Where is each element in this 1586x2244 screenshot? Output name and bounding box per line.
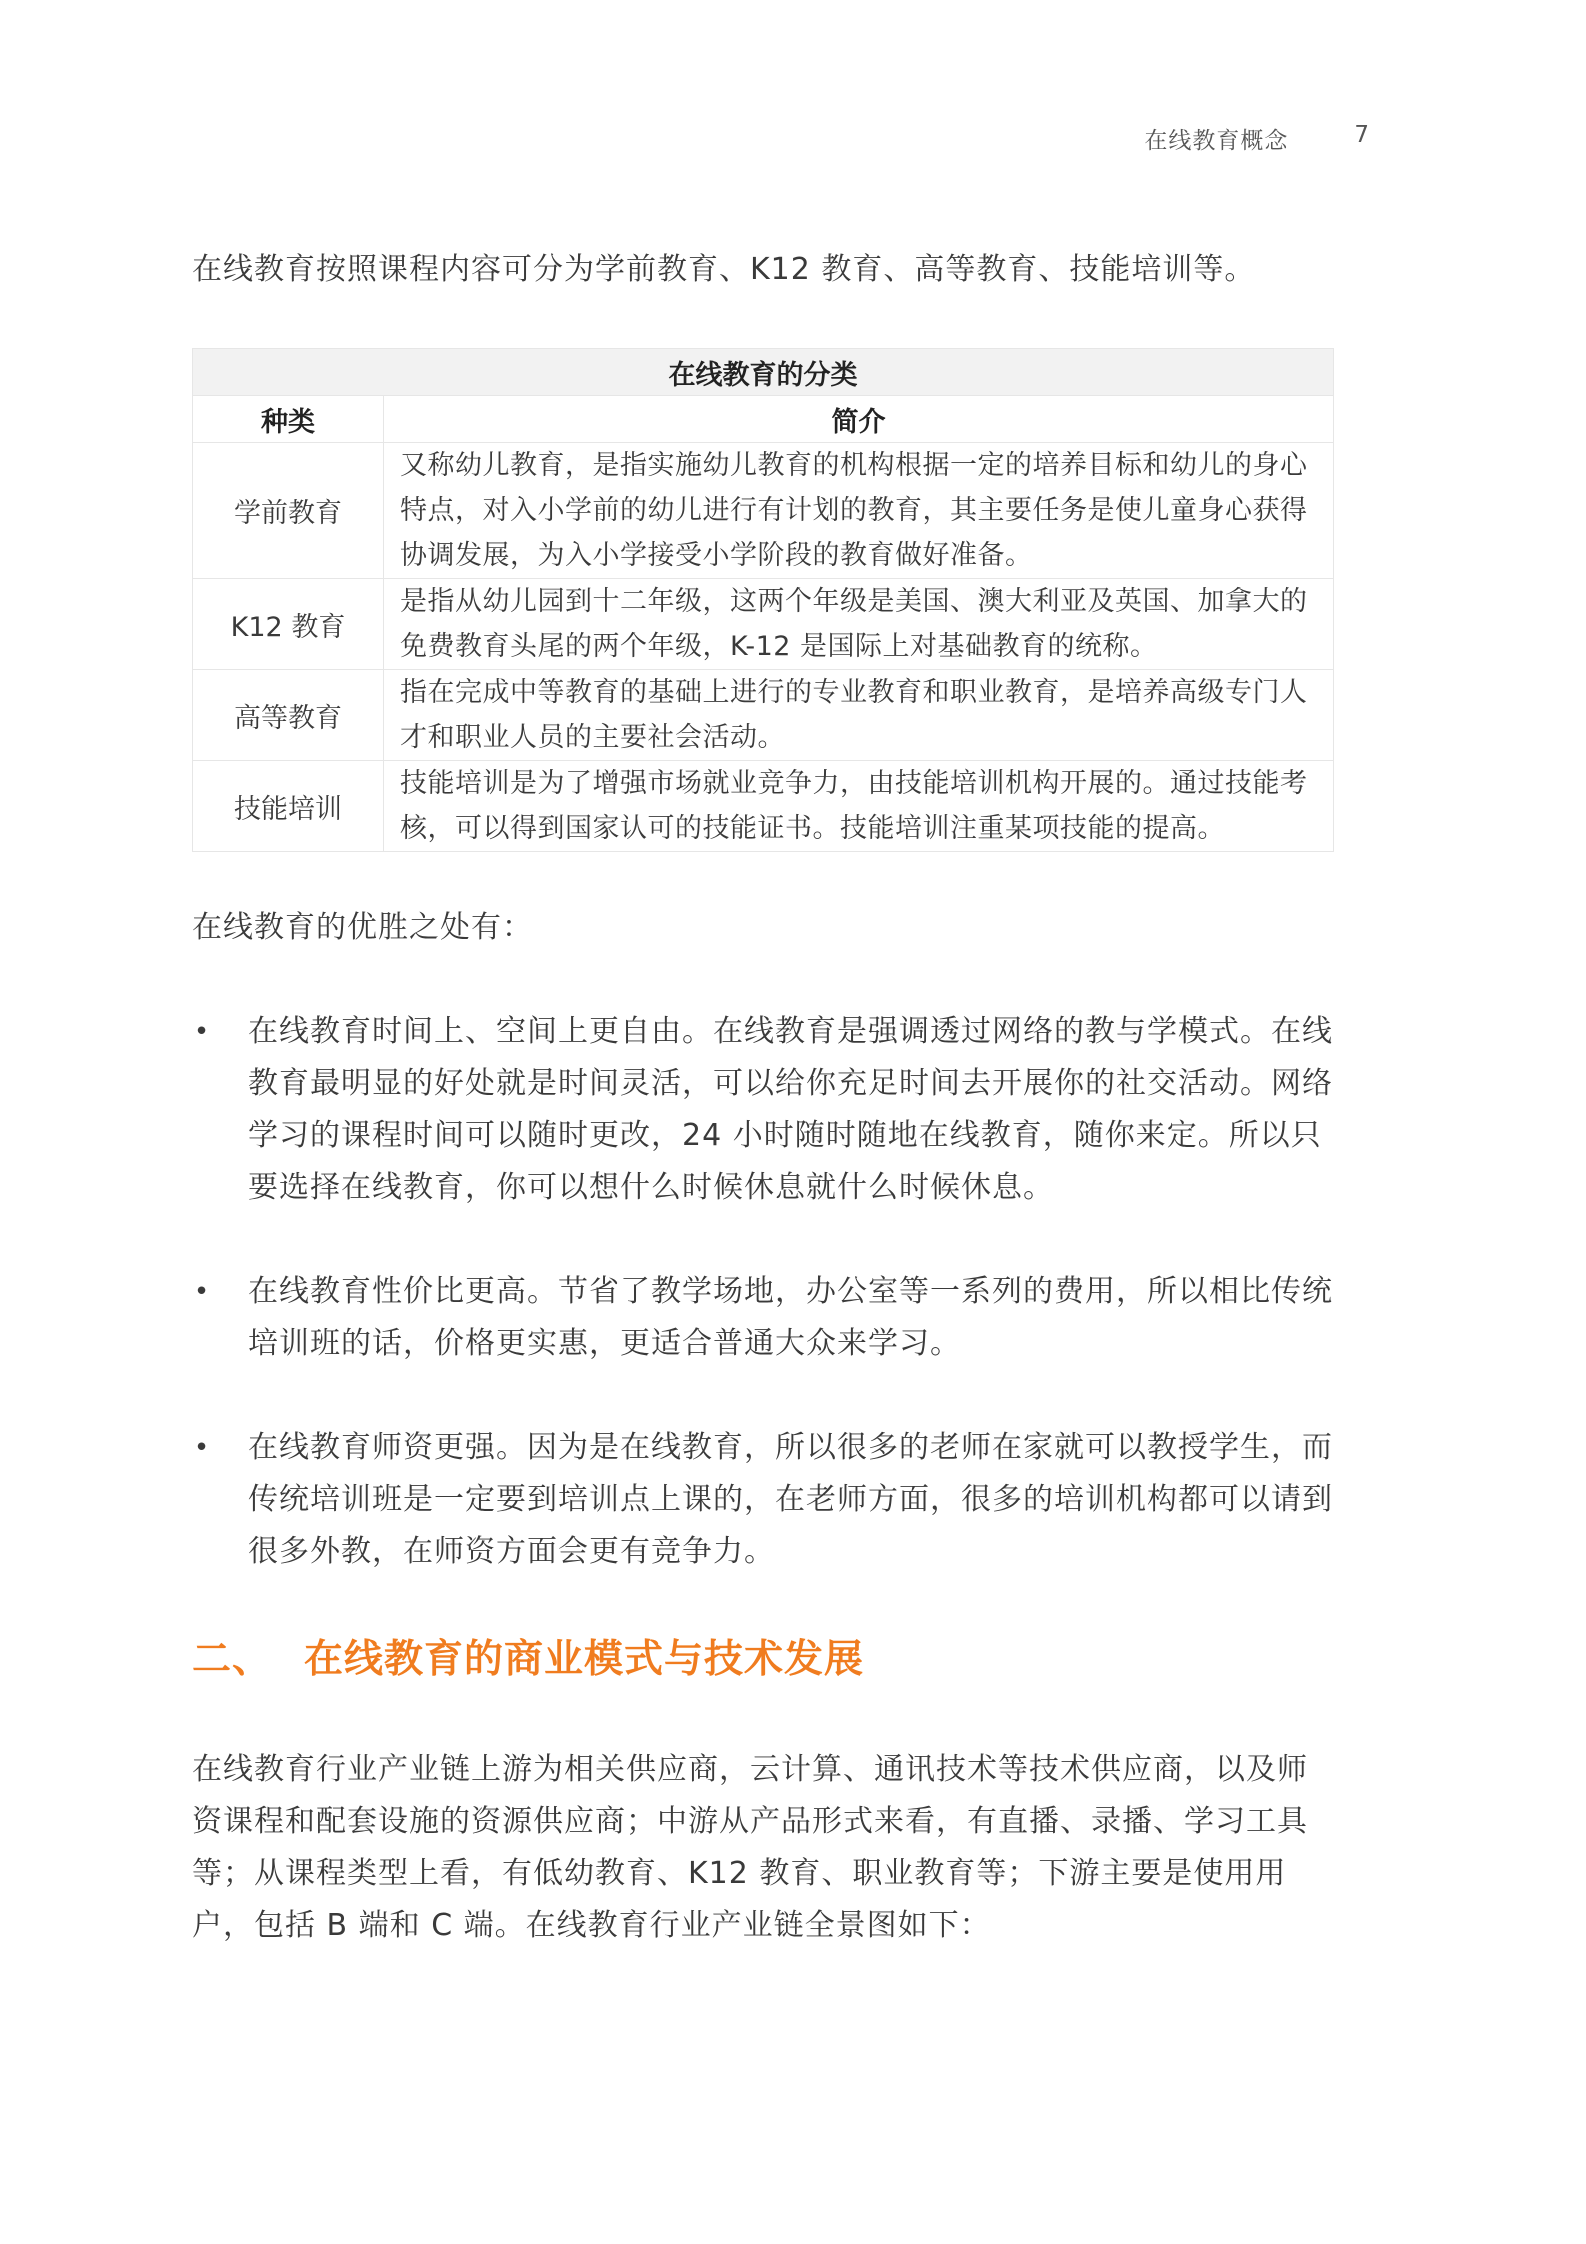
section-title: 在线教育的商业模式与技术发展 (304, 1637, 865, 1682)
running-header (1144, 122, 1370, 155)
column-header-kind: 种类 (193, 396, 384, 443)
table-cell-kind: 高等教育 (193, 670, 384, 761)
table-cell-desc: 又称幼儿教育，是指实施幼儿教育的机构根据一定的培养目标和幼儿的身心特点，对入小学前的幼儿进行有计划的教育，其主要任务是使儿童身心获得协调发展，为入小学接受小学阶段的教育做好准备。 (384, 443, 1334, 579)
table-caption-row (193, 349, 1334, 396)
column-header-desc: 简介 (384, 396, 1334, 443)
table-row (193, 761, 1334, 852)
list-item (192, 1006, 1334, 1214)
table-row (193, 443, 1334, 579)
list-item-text: 在线教育师资更强。因为是在线教育，所以很多的老师在家就可以教授学生，而传统培训班是一定要到培训点上课的，在老师方面，很多的培训机构都可以请到很多外教，在师资方面会更有竞争力。 (248, 1430, 1333, 1569)
table-header-row (193, 396, 1334, 443)
table-cell-kind: 学前教育 (193, 443, 384, 579)
bullet-icon: • (193, 1277, 211, 1307)
bullet-icon: • (193, 1017, 211, 1047)
table-cell-kind: 技能培训 (193, 761, 384, 852)
industry-chain-paragraph: 在线教育行业产业链上游为相关供应商，云计算、通讯技术等技术供应商，以及师资课程和配套设施的资源供应商；中游从产品形式来看，有直播、录播、学习工具等；从课程类型上看，有低幼教育、K12 教育、职业教育等；下游主要是使用用户，包括 B 端和 C 端。在线教育行业产业链全景图如下： (192, 1752, 1308, 1943)
advantages-list (192, 1006, 1334, 1630)
section-heading (192, 1628, 864, 1684)
table-row (193, 670, 1334, 761)
table-cell-desc: 技能培训是为了增强市场就业竞争力，由技能培训机构开展的。通过技能考核，可以得到国家认可的技能证书。技能培训注重某项技能的提高。 (384, 761, 1334, 852)
table-row (193, 579, 1334, 670)
page-number: 7 (1354, 122, 1370, 148)
advantages-heading: 在线教育的优胜之处有： (192, 910, 533, 945)
table-caption: 在线教育的分类 (193, 349, 1334, 396)
table-cell-desc: 是指从幼儿园到十二年级，这两个年级是美国、澳大利亚及英国、加拿大的免费教育头尾的两个年级，K-12 是国际上对基础教育的统称。 (384, 579, 1334, 670)
list-item (192, 1422, 1334, 1578)
intro-paragraph: 在线教育按照课程内容可分为学前教育、K12 教育、高等教育、技能培训等。 (192, 252, 1256, 287)
bullet-icon: • (193, 1433, 211, 1463)
table-cell-kind: K12 教育 (193, 579, 384, 670)
list-item (192, 1266, 1334, 1370)
header-section-title: 在线教育概念 (1144, 128, 1289, 154)
list-item-text: 在线教育时间上、空间上更自由。在线教育是强调透过网络的教与学模式。在线教育最明显的好处就是时间灵活，可以给你充足时间去开展你的社交活动。网络学习的课程时间可以随时更改，24 小时随时随地在线教育，随你来定。所以只要选择在线教育，你可以想什么时候休息就什么时候休息。 (248, 1014, 1333, 1205)
section-number: 二、 (192, 1637, 273, 1682)
classification-table (192, 348, 1334, 852)
table-cell-desc: 指在完成中等教育的基础上进行的专业教育和职业教育，是培养高级专门人才和职业人员的主要社会活动。 (384, 670, 1334, 761)
list-item-text: 在线教育性价比更高。节省了教学场地，办公室等一系列的费用，所以相比传统培训班的话，价格更实惠，更适合普通大众来学习。 (248, 1274, 1333, 1361)
